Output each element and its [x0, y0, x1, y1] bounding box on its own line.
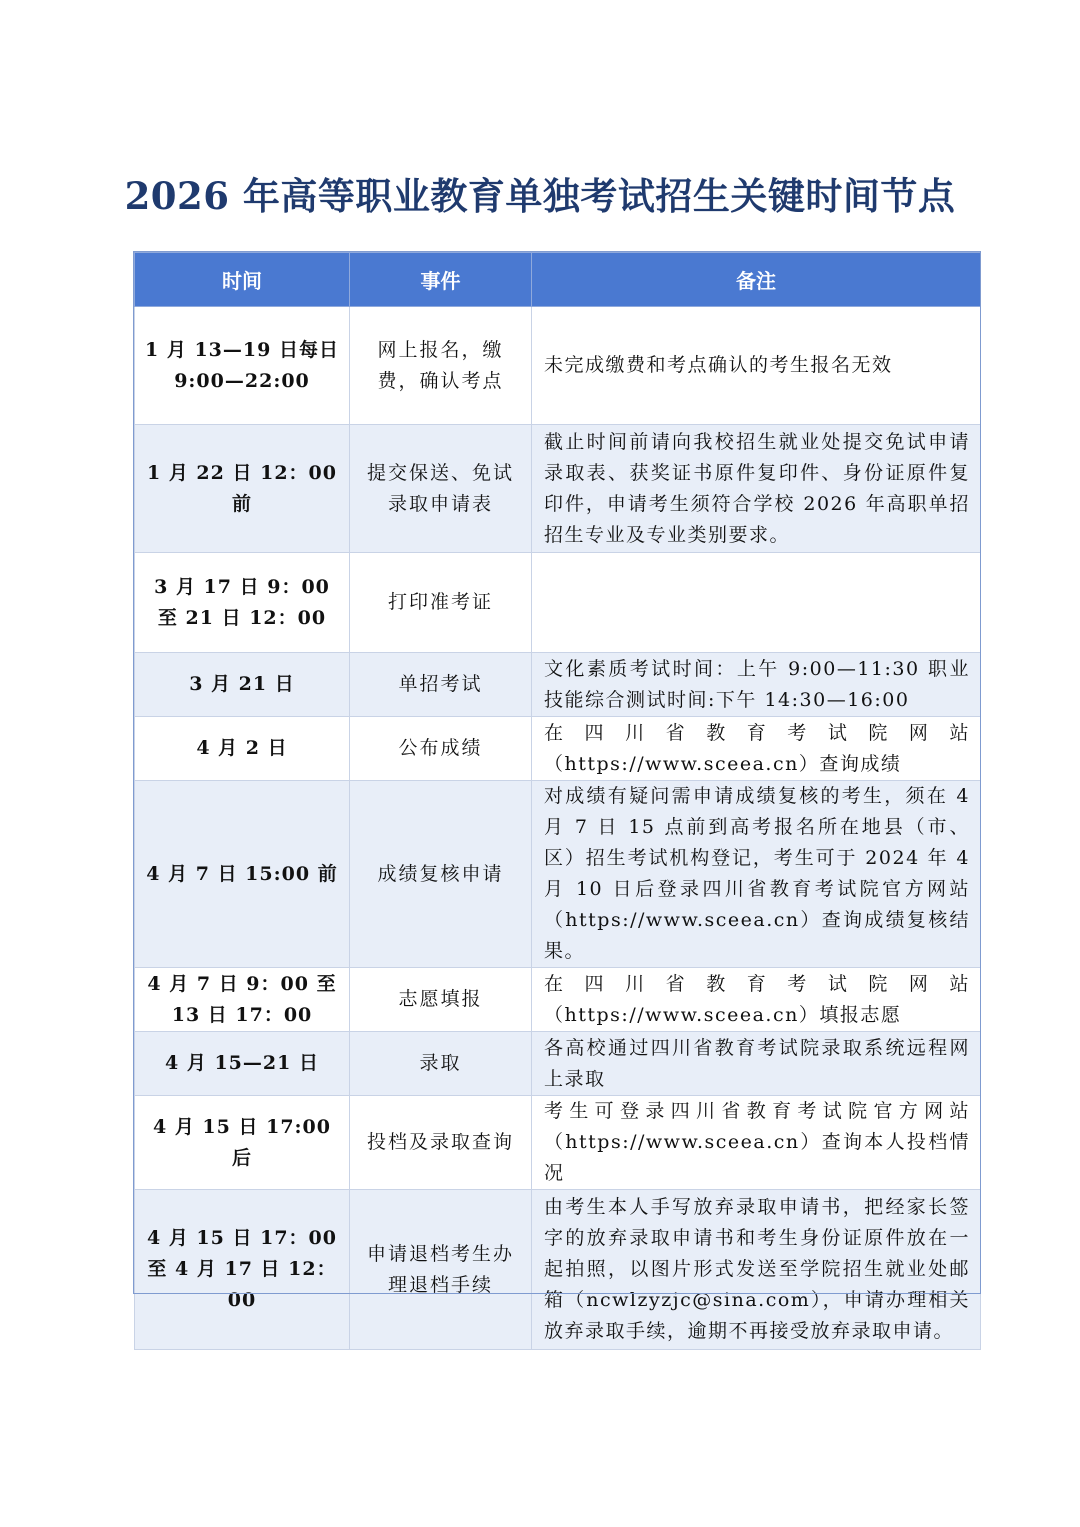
cell-note: 在四川省教育考试院网站（https://www.sceea.cn）查询成绩 [532, 717, 981, 781]
cell-time: 4 月 2 日 [135, 717, 350, 781]
cell-time: 1 月 22 日 12：00 前 [135, 425, 350, 553]
table-row [135, 1190, 981, 1350]
timeline-table [134, 252, 981, 1350]
cell-event: 成绩复核申请 [350, 781, 532, 968]
header-note: 备注 [532, 253, 981, 307]
cell-time: 1 月 13—19 日每日 9:00—22:00 [135, 307, 350, 425]
table-row [135, 425, 981, 553]
cell-note: 考生可登录四川省教育考试院官方网站（https://www.sceea.cn）查询本人投档情况 [532, 1096, 981, 1190]
cell-note: 未完成缴费和考点确认的考生报名无效 [532, 307, 981, 425]
cell-event: 公布成绩 [350, 717, 532, 781]
cell-note: 在四川省教育考试院网站（https://www.sceea.cn）填报志愿 [532, 968, 981, 1032]
page-title: 2026 年高等职业教育单独考试招生关键时间节点 [124, 174, 956, 218]
cell-time: 3 月 21 日 [135, 653, 350, 717]
table-row [135, 717, 981, 781]
cell-time: 4 月 7 日 15:00 前 [135, 781, 350, 968]
header-event: 事件 [350, 253, 532, 307]
table-row [135, 307, 981, 425]
cell-event: 申请退档考生办理退档手续 [350, 1190, 532, 1350]
cell-time: 3 月 17 日 9：00 至 21 日 12：00 [135, 553, 350, 653]
cell-event: 打印准考证 [350, 553, 532, 653]
cell-time: 4 月 15—21 日 [135, 1032, 350, 1096]
cell-note: 文化素质考试时间：上午 9:00—11:30 职业技能综合测试时间:下午 14:30—16:00 [532, 653, 981, 717]
cell-note: 各高校通过四川省教育考试院录取系统远程网上录取 [532, 1032, 981, 1096]
cell-note: 由考生本人手写放弃录取申请书，把经家长签字的放弃录取申请书和考生身份证原件放在一起拍照，以图片形式发送至学院招生就业处邮箱（ncwlzyzjc@sina.com），申请办理相关放弃录取手续，逾期不再接受放弃录取申请。 [532, 1190, 981, 1350]
cell-event: 单招考试 [350, 653, 532, 717]
table-row [135, 653, 981, 717]
header-time: 时间 [135, 253, 350, 307]
cell-time: 4 月 15 日 17:00 后 [135, 1096, 350, 1190]
table-row [135, 781, 981, 968]
cell-event: 提交保送、免试录取申请表 [350, 425, 532, 553]
cell-time: 4 月 15 日 17：00 至 4 月 17 日 12：00 [135, 1190, 350, 1350]
cell-note [532, 553, 981, 653]
cell-event: 录取 [350, 1032, 532, 1096]
cell-event: 投档及录取查询 [350, 1096, 532, 1190]
cell-time: 4 月 7 日 9：00 至 13 日 17：00 [135, 968, 350, 1032]
table-row [135, 553, 981, 653]
cell-note: 对成绩有疑问需申请成绩复核的考生，须在 4 月 7 日 15 点前到高考报名所在地县（市、区）招生考试机构登记，考生可于 2024 年 4 月 10 日后登录四川省教育考试院官方网站（https://www.sceea.cn）查询成绩复核结果。 [532, 781, 981, 968]
cell-event: 志愿填报 [350, 968, 532, 1032]
cell-note: 截止时间前请向我校招生就业处提交免试申请录取表、获奖证书原件复印件、身份证原件复印件，申请考生须符合学校 2026 年高职单招招生专业及专业类别要求。 [532, 425, 981, 553]
table-header-row [135, 253, 981, 307]
table-row [135, 1032, 981, 1096]
cell-event: 网上报名，缴费，确认考点 [350, 307, 532, 425]
table-row [135, 968, 981, 1032]
table-row [135, 1096, 981, 1190]
